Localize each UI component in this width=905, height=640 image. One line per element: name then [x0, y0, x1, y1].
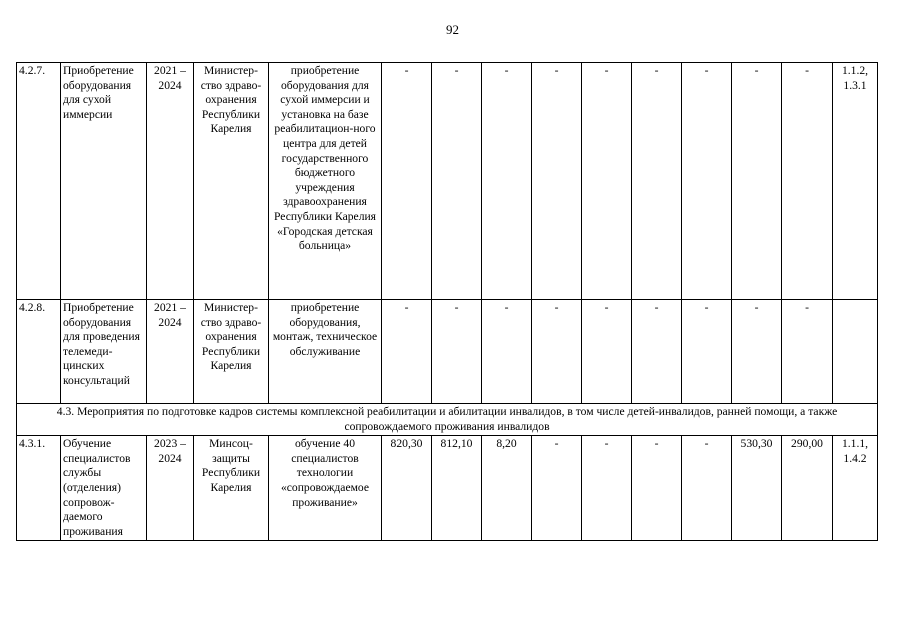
- measure-number: 4.2.7.: [17, 63, 61, 300]
- table-row: [17, 63, 878, 300]
- measure-name: Приобретение оборудования для сухой иммерсии: [61, 63, 147, 300]
- funding-value: -: [432, 300, 482, 404]
- measure-executor: Минсоц-защиты Республики Карелия: [194, 436, 269, 541]
- measure-period: 2021 – 2024: [147, 63, 194, 300]
- funding-value: -: [782, 300, 833, 404]
- table-row: [17, 300, 878, 404]
- funding-value: -: [782, 63, 833, 300]
- funding-value: 290,00: [782, 436, 833, 541]
- funding-value: -: [482, 63, 532, 300]
- funding-value: -: [632, 300, 682, 404]
- funding-value: -: [582, 436, 632, 541]
- funding-value: -: [732, 63, 782, 300]
- measures-table: [16, 62, 878, 541]
- funding-value: -: [682, 436, 732, 541]
- funding-value: -: [532, 63, 582, 300]
- indicator-link: 1.1.2, 1.3.1: [833, 63, 878, 300]
- funding-value: -: [382, 300, 432, 404]
- section-heading-row: [17, 404, 878, 436]
- funding-value: -: [432, 63, 482, 300]
- funding-value: -: [582, 300, 632, 404]
- funding-value: -: [632, 63, 682, 300]
- funding-value: 530,30: [732, 436, 782, 541]
- measure-name: Приобретение оборудования для проведения телемеди-цинских консультаций: [61, 300, 147, 404]
- funding-value: -: [732, 300, 782, 404]
- measure-executor: Министер-ство здраво-охранения Республики Карелия: [194, 300, 269, 404]
- measure-result: приобретение оборудования, монтаж, техническое обслуживание: [269, 300, 382, 404]
- funding-value: -: [482, 300, 532, 404]
- measure-period: 2023 – 2024: [147, 436, 194, 541]
- measure-result: приобретение оборудования для сухой иммерсии и установка на базе реабилитацион-ного центра для детей государственного бюджетного учреждения здравоохранения Республики Карелия «Городская детская больница»: [269, 63, 382, 300]
- funding-value: 820,30: [382, 436, 432, 541]
- section-heading: 4.3. Мероприятия по подготовке кадров системы комплексной реабилитации и абилитации инвалидов, в том числе детей-инвалидов, ранней помощи, а также сопровождаемого проживания инвалидов: [17, 404, 878, 436]
- funding-value: -: [682, 300, 732, 404]
- table-row: [17, 436, 878, 541]
- funding-value: -: [632, 436, 682, 541]
- funding-value: 812,10: [432, 436, 482, 541]
- indicator-link: [833, 300, 878, 404]
- measure-name: Обучение специалистов службы (отделения) сопровож-даемого проживания: [61, 436, 147, 541]
- page-number: 92: [446, 22, 459, 37]
- funding-value: -: [532, 436, 582, 541]
- indicator-link: 1.1.1, 1.4.2: [833, 436, 878, 541]
- measure-period: 2021 – 2024: [147, 300, 194, 404]
- funding-value: -: [682, 63, 732, 300]
- measure-result: обучение 40 специалистов технологии «сопровождаемое проживание»: [269, 436, 382, 541]
- measure-number: 4.3.1.: [17, 436, 61, 541]
- funding-value: -: [532, 300, 582, 404]
- measure-number: 4.2.8.: [17, 300, 61, 404]
- funding-value: -: [582, 63, 632, 300]
- measure-executor: Министер-ство здраво-охранения Республики Карелия: [194, 63, 269, 300]
- funding-value: -: [382, 63, 432, 300]
- funding-value: 8,20: [482, 436, 532, 541]
